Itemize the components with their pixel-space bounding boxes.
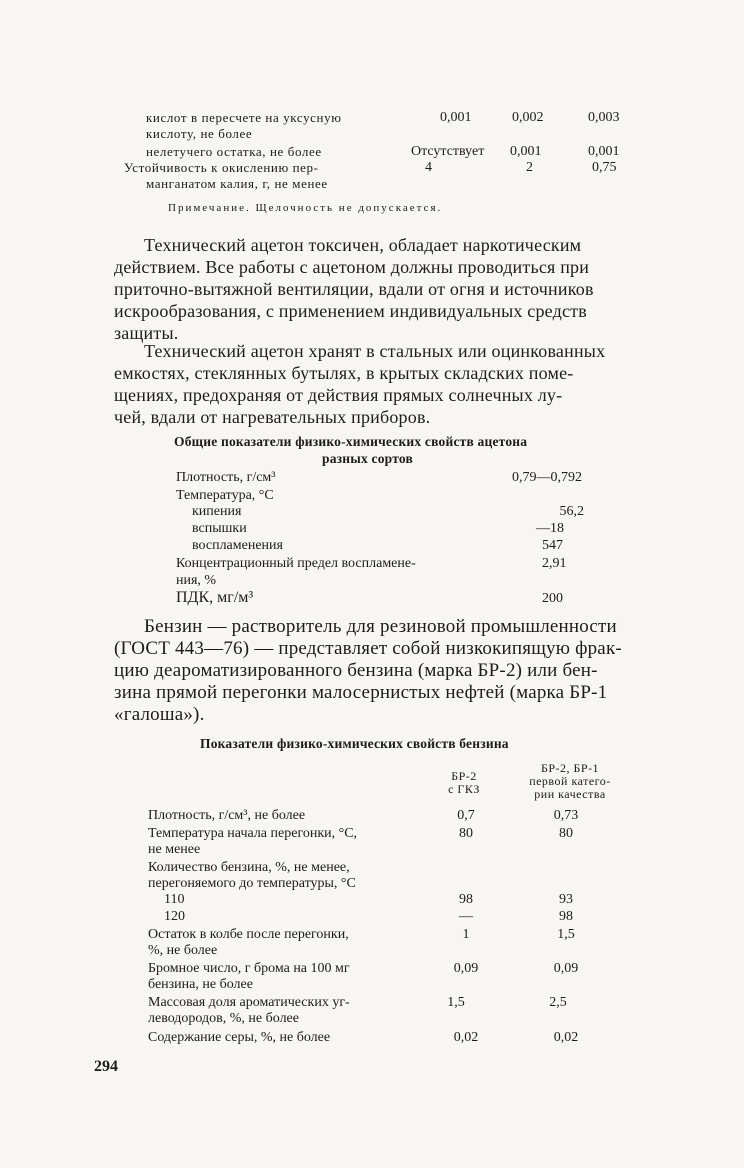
col-header-line: БР-2	[451, 769, 477, 783]
text-line: искрообразования, с применением индивидуальных средств	[114, 301, 587, 321]
text-line: защиты.	[114, 323, 179, 343]
table3-col-header	[432, 770, 496, 796]
text-line: зина прямой перегонки малосернистых нефтей (марка БР-1	[114, 682, 608, 703]
table3-cell: 0,02	[453, 1030, 479, 1045]
table2-value: —18	[536, 521, 564, 536]
table3-label: перегоняемого до температуры, °С	[148, 876, 356, 891]
table2-value: 200	[542, 591, 563, 606]
table3-label: Содержание серы, %, не более	[148, 1030, 331, 1045]
table3-label: 110	[164, 892, 185, 907]
text-line: щениях, предохраняя от действия прямых солнечных лу-	[114, 385, 563, 405]
text-line: действием. Все работы с ацетоном должны проводиться при	[114, 257, 590, 277]
paragraph-benzine	[114, 616, 688, 726]
table3-cell: 0,02	[553, 1030, 579, 1045]
text-line: (ГОСТ 443—76) — представляет собой низкокипящую фрак-	[114, 638, 622, 659]
table1-cell: 0,001	[510, 144, 542, 159]
table3-label: Массовая доля ароматических уг-	[148, 995, 350, 1010]
table3-cell: 80	[459, 826, 473, 841]
paragraph-acetone-storage	[114, 340, 686, 428]
table3-label: Температура начала перегонки, °С,	[148, 826, 358, 841]
table2-value: 2,91	[542, 556, 567, 571]
table3-cell: —	[459, 909, 473, 924]
table3-label: Количество бензина, %, не менее,	[148, 860, 350, 875]
col-header-line: с ГКЗ	[448, 782, 480, 796]
text-line: емкостях, стеклянных бутылях, в крытых складских поме-	[114, 363, 574, 383]
table3-cell: 0,7	[457, 808, 475, 823]
table3-label: Остаток в колбе после перегонки,	[148, 927, 349, 942]
table1-cell: 0,001	[588, 144, 620, 159]
table3-label: %, не более	[148, 943, 218, 958]
table2-value: 547	[542, 538, 563, 553]
col-header-line: первой катего-	[529, 774, 611, 788]
table1-cell: 4	[425, 160, 432, 175]
table1-cell: 2	[526, 160, 533, 175]
table2-label: ПДК, мг/м³	[176, 589, 254, 606]
text-line: Технический ацетон хранят в стальных или оцинкованных	[144, 341, 606, 361]
text-line: чей, вдали от нагревательных приборов.	[114, 407, 431, 427]
text-line: приточно-вытяжной вентиляции, вдали от огня и источников	[114, 279, 594, 299]
table1-note: Примечание. Щелочность не допускается.	[168, 202, 443, 214]
table3-label: бензина, не более	[148, 977, 253, 992]
table1-row-label: Устойчивость к окислению пер-	[124, 160, 319, 175]
table3-cell: 1,5	[447, 995, 465, 1010]
table2-label: Температура, °С	[176, 488, 274, 503]
table3-col-header	[520, 762, 620, 801]
table1-row-label: манганатом калия, г, не менее	[146, 176, 328, 191]
table3-title: Показатели физико-химических свойств бензина	[200, 736, 509, 751]
text-line: «галоша»).	[114, 704, 205, 725]
table1-row-label: нелетучего остатка, не более	[146, 144, 322, 159]
table2-value: 56,2	[559, 504, 584, 519]
table3-label: не менее	[148, 842, 201, 857]
text-line: Бензин — растворитель для резиновой промышленности	[144, 616, 617, 637]
table3-cell: 98	[459, 892, 473, 907]
table1-row-label: кислот в пересчете на уксусную	[146, 110, 342, 125]
table2-label: кипения	[192, 504, 242, 519]
table3-cell: 0,09	[453, 961, 479, 976]
table2-label: вспышки	[192, 521, 247, 536]
table2-label: Концентрационный предел воспламене-	[176, 556, 416, 571]
col-header-line: рии качества	[534, 787, 606, 801]
text-line: цию деароматизированного бензина (марка БР-2) или бен-	[114, 660, 598, 681]
table2-label: воспламенения	[192, 538, 283, 553]
table3-cell: 2,5	[549, 995, 567, 1010]
table3-label: Бромное число, г брома на 100 мг	[148, 961, 350, 976]
table1-row-label: кислоту, не более	[146, 126, 253, 141]
table3-cell: 93	[559, 892, 573, 907]
table1-cell: 0,001	[440, 110, 472, 125]
table3-cell: 1,5	[557, 927, 575, 942]
table3-label: Плотность, г/см³, не более	[148, 808, 306, 823]
table2-label: ния, %	[176, 573, 217, 588]
table2-label: Плотность, г/см³	[176, 470, 276, 485]
table1-cell: 0,003	[588, 110, 620, 125]
table3-cell: 0,73	[553, 808, 579, 823]
table2-value: 0,79—0,792	[512, 470, 582, 485]
table3-label: 120	[164, 909, 185, 924]
table3-cell: 98	[559, 909, 573, 924]
table3-cell: 0,09	[553, 961, 579, 976]
col-header-line: БР-2, БР-1	[540, 761, 600, 775]
table3-cell: 1	[462, 927, 470, 942]
paragraph-acetone-toxicity	[114, 234, 686, 344]
table3-cell: 80	[559, 826, 573, 841]
table2-title: Общие показатели физико-химических свойств ацетона	[174, 434, 528, 449]
page-number: 294	[94, 1058, 118, 1075]
table3-label: леводородов, %, не более	[148, 1011, 299, 1026]
table1-cell: Отсутствует	[411, 144, 485, 159]
text-line: Технический ацетон токсичен, обладает наркотическим	[144, 235, 582, 255]
table1-cell: 0,002	[512, 110, 544, 125]
table2-title: разных сортов	[322, 451, 413, 466]
table1-cell: 0,75	[592, 160, 617, 175]
